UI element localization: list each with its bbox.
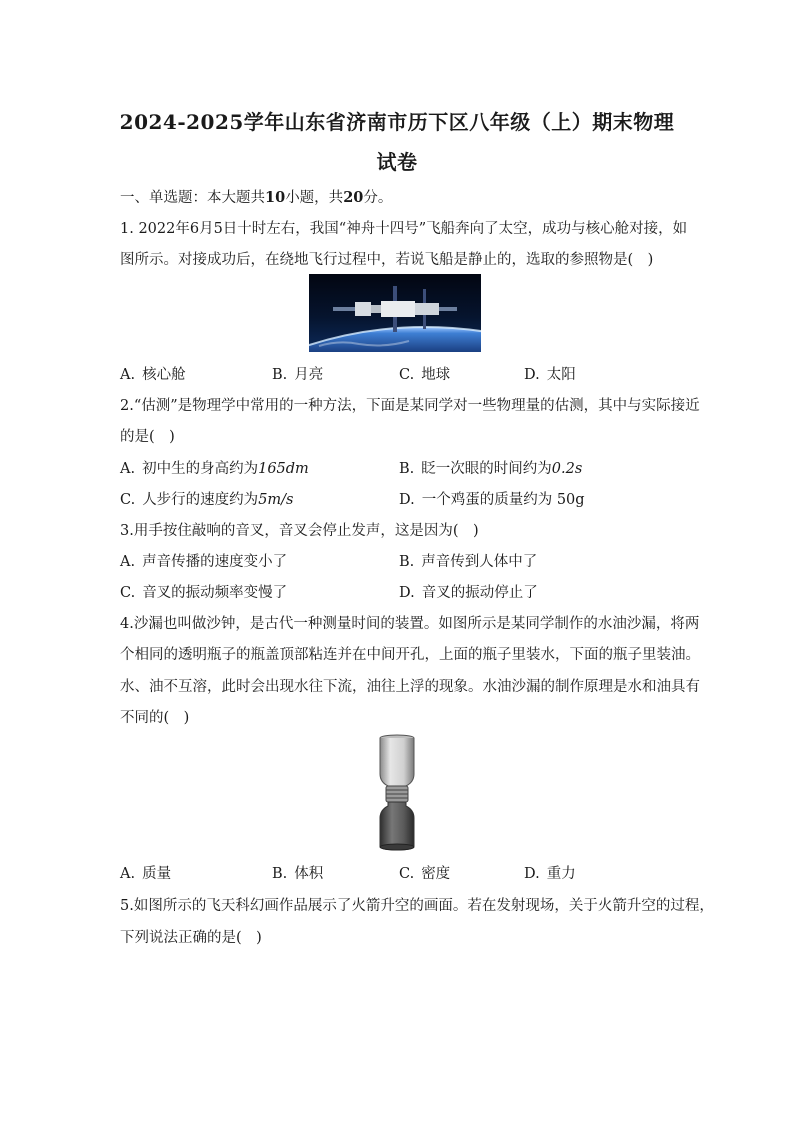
total-score: 20 bbox=[343, 189, 364, 206]
q3-option-a[interactable]: A. 声音传播的速度变小了 bbox=[120, 554, 288, 570]
q3-stem: 3.用手按住敲响的音叉，音叉会停止发声，这是因为( ) bbox=[120, 523, 479, 539]
section-prefix: 一、单选题：本大题共 bbox=[120, 190, 265, 206]
q4-stem-line1: 4.沙漏也叫做沙钟，是古代一种测量时间的装置。如图所示是某同学制作的水油沙漏，将两 bbox=[120, 616, 700, 632]
q2-option-b[interactable]: B. 眨一次眼的时间约为0.2s bbox=[399, 461, 583, 477]
q1-option-d[interactable]: D. 太阳 bbox=[524, 367, 576, 383]
q4-option-b[interactable]: B. 体积 bbox=[272, 866, 324, 882]
q3-option-c[interactable]: C. 音叉的振动频率变慢了 bbox=[120, 585, 288, 601]
q2-stem-line2: 的是( ) bbox=[120, 429, 175, 445]
q1-stem-line1: 1. 2022年6月5日十时左右，我国“神舟十四号”飞船奔向了太空，成功与核心舱对接，如 bbox=[120, 221, 688, 237]
q2-stem-line1: 2.“估测”是物理学中常用的一种方法，下面是某同学对一些物理量的估测，其中与实际接近 bbox=[120, 398, 700, 414]
q4-option-c[interactable]: C. 密度 bbox=[399, 866, 451, 882]
q2-option-c[interactable]: C. 人步行的速度约为5m/s bbox=[120, 492, 294, 508]
page-title: 2024-2025学年山东省济南市历下区八年级（上）期末物理 bbox=[119, 110, 675, 134]
q4-option-d[interactable]: D. 重力 bbox=[524, 866, 576, 882]
q4-option-a[interactable]: A. 质量 bbox=[120, 866, 172, 882]
page-title-continued: 试卷 bbox=[376, 150, 418, 174]
q1-stem-line2: 图所示。对接成功后，在绕地飞行过程中，若说飞船是静止的，选取的参照物是( ) bbox=[120, 252, 654, 268]
q4-stem-line2: 个相同的透明瓶子的瓶盖顶部粘连并在中间开孔，上面的瓶子里装水，下面的瓶子里装油。 bbox=[120, 647, 700, 663]
q1-option-b[interactable]: B. 月亮 bbox=[272, 367, 324, 383]
section-suffix: 分。 bbox=[363, 190, 393, 206]
q3-option-b[interactable]: B. 声音传到人体中了 bbox=[399, 554, 538, 570]
q1-option-c[interactable]: C. 地球 bbox=[399, 367, 451, 383]
q5-stem-line2: 下列说法正确的是( ) bbox=[120, 930, 262, 946]
q2-option-a[interactable]: A. 初中生的身高约为165dm bbox=[120, 461, 309, 477]
section-mid: 小题，共 bbox=[285, 190, 344, 206]
q4-stem-line3: 水、油不互溶，此时会出现水往下流，油往上浮的现象。水油沙漏的制作原理是水和油具有 bbox=[120, 679, 700, 695]
q2-option-d[interactable]: D. 一个鸡蛋的质量约为 50g bbox=[399, 492, 585, 508]
q5-stem-line1: 5.如图所示的飞天科幻画作品展示了火箭升空的画面。若在发射现场，关于火箭升空的过程， bbox=[120, 898, 714, 914]
q3-option-d[interactable]: D. 音叉的振动停止了 bbox=[399, 585, 538, 601]
spacecraft-docking-image bbox=[309, 274, 481, 352]
q4-stem-line4: 不同的( ) bbox=[120, 710, 190, 726]
section-heading bbox=[120, 186, 392, 207]
water-oil-hourglass-image bbox=[372, 734, 422, 852]
question-count: 10 bbox=[265, 189, 286, 206]
q1-option-a[interactable]: A. 核心舱 bbox=[120, 367, 186, 383]
